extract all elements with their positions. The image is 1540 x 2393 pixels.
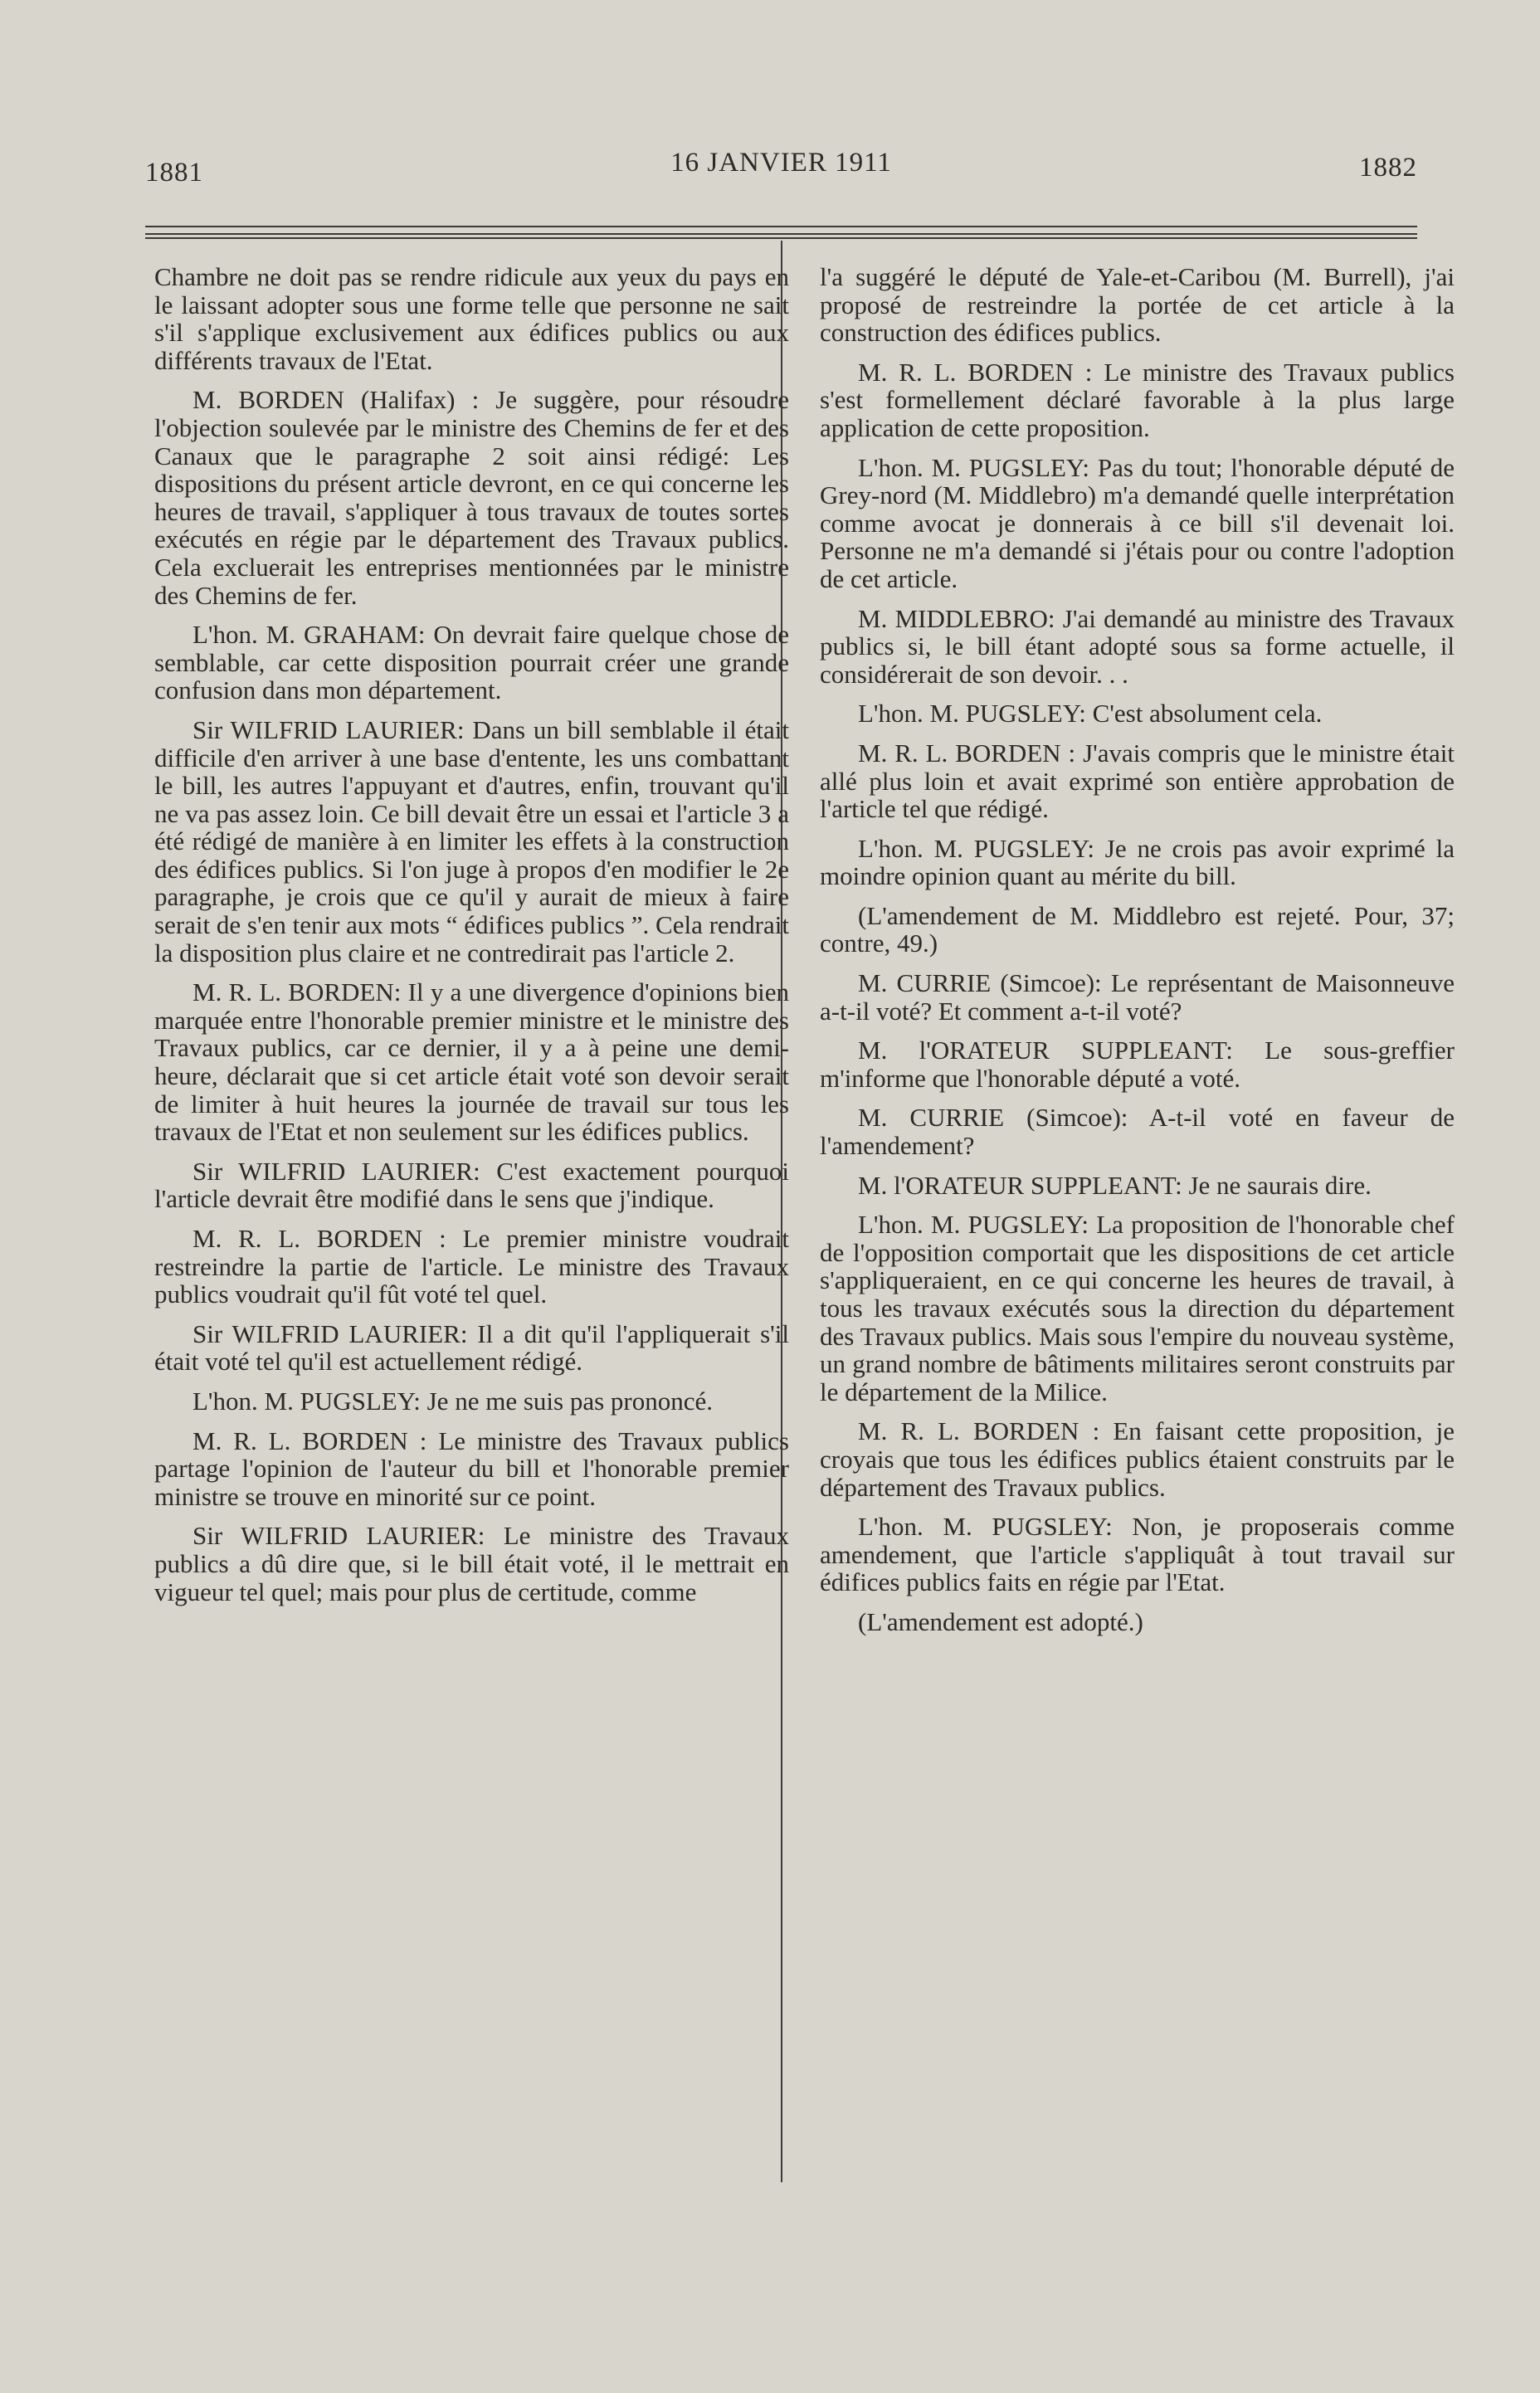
paragraph: M. BORDEN (Halifax) : Je suggère, pour résoudre l'objection soulevée par le ministre des Chemins de fer et des Canaux que le paragraphe 2 soit ainsi rédigé: Les dispositions du présent article devront, en ce qui concerne les heures de travail, s'appliquer à tous travaux de toutes sortes exécutés en régie par le département des Travaux publics. Cela excluerait les entreprises mentionnées par le ministre des Chemins de fer. [154, 385, 789, 610]
paragraph: M. l'ORATEUR SUPPLEANT: Le sous-greffier m'informe que l'honorable député a voté. [820, 1036, 1455, 1093]
paragraph: Sir WILFRID LAURIER: Le ministre des Travaux publics a dû dire que, si le bill était voté, il le mettrait en vigueur tel quel; mais pour plus de certitude, comme [154, 1521, 789, 1606]
paragraph: (L'amendement de M. Middlebro est rejeté. Pour, 37; contre, 49.) [820, 900, 1455, 958]
paragraph: l'a suggéré le député de Yale-et-Caribou (M. Burrell), j'ai proposé de restreindre la portée de cet article à la construction des édifices publics. [820, 262, 1455, 348]
paragraph: M. CURRIE (Simcoe): Le représentant de Maisonneuve a-t-il voté? Et comment a-t-il voté? [820, 968, 1455, 1026]
paragraph: Sir WILFRID LAURIER: Il a dit qu'il l'appliquerait s'il était voté tel qu'il est actuellement rédigé. [154, 1318, 789, 1377]
header-rule-top [145, 226, 1417, 227]
paragraph: L'hon. M. GRAHAM: On devrait faire quelque chose de semblable, car cette disposition pourrait créer une grande confusion dans mon département. [154, 620, 789, 705]
paragraph: L'hon. M. PUGSLEY: C'est absolument cela. [858, 699, 1323, 729]
paragraph: L'hon. M. PUGSLEY: La proposition de l'honorable chef de l'opposition comportait que les dispositions de cet article s'appliqueraient, en ce qui concerne les heures de travail, à tous les travaux exécutés sous la direction du département des Travaux publics. Mais sous l'empire du nouveau système, un grand nombre de bâtiments militaires seront construits par le département de la Milice. [820, 1210, 1455, 1406]
right-page-number: 1882 [1359, 153, 1417, 183]
paragraph: M. R. L. BORDEN : En faisant cette proposition, je croyais que tous les édifices publics étaient construits par le département des Travaux publics. [820, 1416, 1455, 1502]
paragraph: M. CURRIE (Simcoe): A-t-il voté en faveur de l'amendement? [820, 1103, 1455, 1161]
header-rule-bottom [145, 237, 1417, 239]
paragraph: Chambre ne doit pas se rendre ridicule aux yeux du pays en le laissant adopter sous une forme telle que personne ne sait s'il s'applique exclusivement aux édifices publics ou aux différents travaux de l'Etat. [154, 262, 789, 375]
header-rule-middle [145, 233, 1417, 235]
header-date: 16 JANVIER 1911 [670, 148, 892, 178]
page-header [145, 148, 1417, 189]
left-page-number: 1881 [145, 158, 203, 188]
paragraph: L'hon. M. PUGSLEY: Non, je proposerais comme amendement, que l'article s'appliquât à tout travail sur édifices publics faits en régie par l'Etat. [820, 1512, 1455, 1597]
paragraph: M. MIDDLEBRO: J'ai demandé au ministre des Travaux publics si, le bill étant adopté sous sa forme actuelle, il considérerait de son devoir. . . [820, 603, 1455, 689]
paragraph: M. R. L. BORDEN : Le ministre des Travaux publics s'est formellement déclaré favorable à la plus large application de cette proposition. [820, 357, 1455, 442]
paragraph: M. R. L. BORDEN : J'avais compris que le ministre était allé plus loin et avait exprimé son entière approbation de l'article tel que rédigé. [820, 738, 1455, 824]
paragraph: L'hon. M. PUGSLEY: Je ne me suis pas prononcé. [192, 1386, 713, 1416]
paragraph: L'hon. M. PUGSLEY: Je ne crois pas avoir exprimé la moindre opinion quant au mérite du bill. [820, 833, 1455, 891]
paragraph: L'hon. M. PUGSLEY: Pas du tout; l'honorable député de Grey-nord (M. Middlebro) m'a demandé quelle interprétation comme avocat je donnerais à ce bill s'il devenait loi. Personne ne m'a demandé si j'étais pour ou contre l'adoption de cet article. [820, 452, 1455, 593]
paragraph: Sir WILFRID LAURIER: C'est exactement pourquoi l'article devrait être modifié dans le sens que j'indique. [154, 1156, 789, 1214]
paragraph: M. R. L. BORDEN: Il y a une divergence d'opinions bien marquée entre l'honorable premier ministre et le ministre des Travaux publics, car ce dernier, il y a à peine une demi-heure, déclarait que si cet article était voté son devoir serait de limiter à huit heures la journée de travail sur tous les travaux de l'Etat et non seulement sur les édifices publics. [154, 977, 789, 1147]
paragraph: Sir WILFRID LAURIER: Dans un bill semblable il était difficile d'en arriver à une base d'entente, les uns combattant le bill, les autres l'appuyant et d'autres, enfin, trouvant qu'il ne va pas assez loin. Ce bill devait être un essai et l'article 3 a été rédigé de manière à en limiter les effets à la construction des édifices publics. Si l'on juge à propos d'en modifier le 2e paragraphe, je crois que ce qu'il y aurait de mieux à faire serait de s'en tenir aux mots “ édifices publics ”. Cela rendrait la disposition plus claire et ne contredirait pas l'article 2. [154, 714, 789, 967]
right-column [820, 263, 1455, 1648]
paragraph: M. R. L. BORDEN : Le premier ministre voudrait restreindre la partie de l'article. Le ministre des Travaux publics voudrait qu'il fût voté tel quel. [154, 1224, 789, 1309]
paragraph: M. l'ORATEUR SUPPLEANT: Je ne saurais dire. [858, 1170, 1372, 1200]
paragraph: (L'amendement est adopté.) [858, 1606, 1143, 1636]
left-column [154, 263, 789, 1617]
paragraph: M. R. L. BORDEN : Le ministre des Travaux publics partage l'opinion de l'auteur du bill et l'honorable premier ministre se trouve en minorité sur ce point. [154, 1426, 789, 1511]
